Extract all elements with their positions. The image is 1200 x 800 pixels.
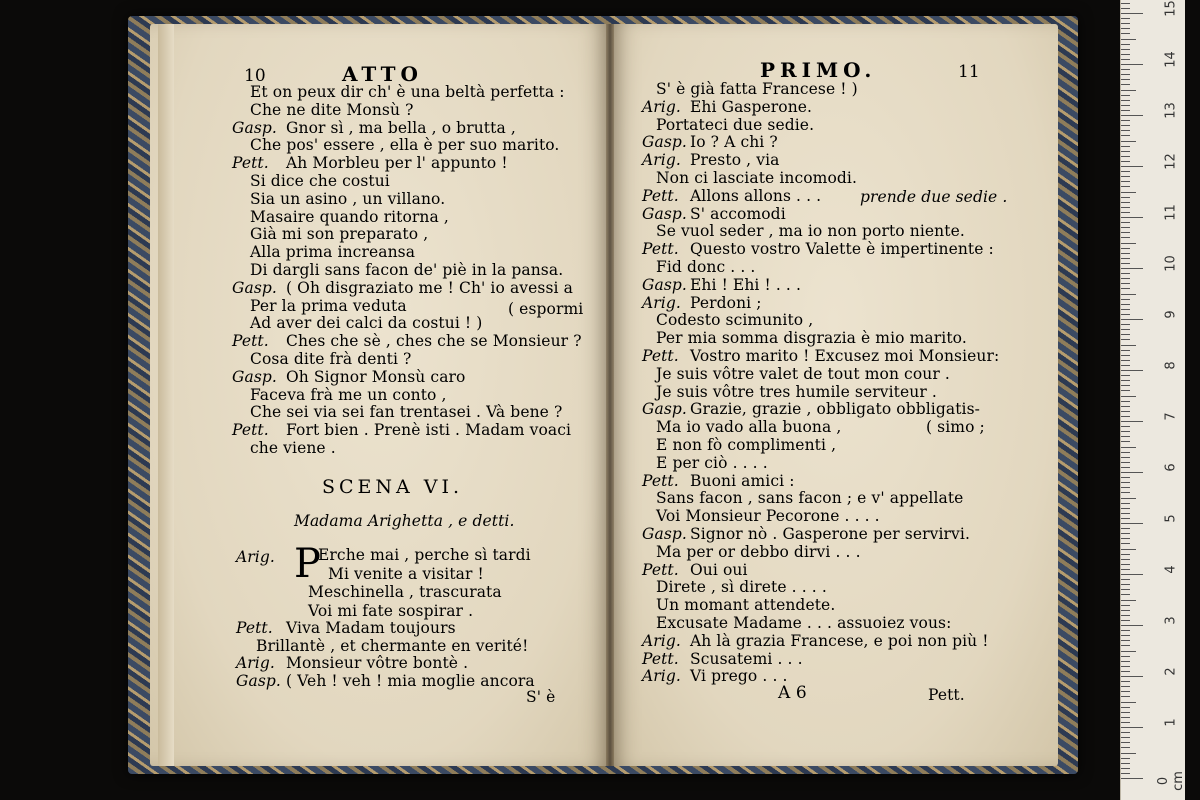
ruler-tick (1121, 197, 1130, 198)
stage-direction: prende due sedie . (860, 188, 1008, 206)
right-page-line: Vi prego . . . (690, 667, 788, 686)
right-page-line: Ehi ! Ehi ! . . . (690, 275, 802, 294)
verse-line: Mi venite a visitar ! (328, 564, 484, 583)
ruler-tick (1121, 151, 1130, 152)
right-page-line: Io ? A chi ? (690, 133, 778, 152)
ruler-tick (1121, 115, 1143, 116)
ruler-tick (1121, 630, 1130, 631)
left-page-end-speaker: Arig. (236, 654, 275, 672)
ruler-tick (1121, 538, 1130, 539)
ruler-label: 10 (1163, 255, 1179, 272)
right-page-speaker: Arig. (642, 151, 681, 170)
ruler-tick (1121, 283, 1130, 284)
catchword-right: Pett. (928, 686, 965, 704)
right-page-line: Presto , via (690, 151, 780, 170)
left-page-end-line: Viva Madam toujours (286, 619, 456, 637)
left-page-speaker: Gasp. (232, 118, 277, 137)
right-page-line: Sans facon , sans facon ; e v' appellate (656, 489, 964, 508)
ruler-label: 5 (1163, 514, 1179, 523)
right-page-line: Excusate Madame . . . assuoiez vous: (656, 614, 952, 632)
right-page-line: Questo vostro Valette è impertinente : (690, 240, 994, 259)
right-page-line: Buoni amici : (690, 471, 795, 490)
ruler-tick (1121, 232, 1130, 233)
ruler-tick (1121, 533, 1130, 534)
left-page-line: Sia un asino , un villano. (250, 189, 446, 208)
right-page-line: Ma io vado alla buona , (656, 418, 842, 437)
left-page-speaker: Pett. (232, 332, 269, 351)
left-page-line: Si dice che costui (250, 172, 390, 190)
ruler-tick (1121, 304, 1130, 305)
page-number-right: 11 (958, 62, 980, 82)
left-page-end-line: ( Veh ! veh ! mia moglie ancora (286, 671, 535, 690)
ruler-tick (1121, 411, 1130, 412)
ruler-label: 1 (1163, 718, 1179, 727)
ruler-tick (1121, 640, 1130, 641)
ruler-label: 0 cm (1156, 771, 1186, 791)
right-page-speaker: Gasp. (642, 525, 687, 543)
ruler-label: 2 (1163, 667, 1179, 676)
ruler-tick (1121, 90, 1136, 91)
drop-cap: P (294, 541, 321, 587)
ruler-label: 6 (1163, 463, 1179, 472)
ruler-tick (1121, 431, 1130, 432)
book-gutter (606, 24, 614, 766)
right-page-speaker: Pett. (642, 186, 679, 205)
right-page-line: E per ciò . . . . (656, 453, 768, 472)
ruler-tick (1121, 717, 1130, 718)
ruler-tick (1121, 691, 1130, 692)
ruler-tick (1121, 324, 1130, 325)
ruler-tick (1121, 192, 1136, 193)
ruler-tick (1121, 625, 1143, 626)
right-page-speaker: Gasp. (642, 400, 687, 419)
ruler-tick (1121, 49, 1130, 50)
ruler-tick (1121, 329, 1130, 330)
left-page-line: Ah Morbleu per l' appunto ! (286, 154, 508, 173)
ruler-label: 8 (1163, 361, 1179, 370)
verse-line: Voi mi fate sospirar . (308, 601, 474, 620)
running-head-right: PRIMO. (760, 58, 877, 82)
ruler-tick (1121, 79, 1130, 80)
left-page-line: Già mi son preparato , (250, 225, 429, 244)
ruler-tick (1121, 676, 1143, 677)
ruler-tick (1121, 554, 1130, 555)
right-page-speaker: Arig. (642, 667, 681, 686)
right-page-line: Allons allons . . . (690, 186, 822, 205)
right-page-line: Vostro marito ! Excusez moi Monsieur: (690, 347, 1000, 365)
verse-speaker: Arig. (236, 548, 275, 566)
right-page-line: Ehi Gasperone. (690, 97, 813, 116)
ruler-tick (1121, 176, 1130, 177)
left-page-line: Faceva frà me un conto , (250, 385, 447, 404)
ruler-tick (1121, 722, 1130, 723)
left-page-line: Cosa dite frà denti ? (250, 350, 412, 368)
ruler-tick (1121, 487, 1130, 488)
ruler-tick (1121, 278, 1130, 279)
ruler-tick (1121, 707, 1130, 708)
right-page-line: Perdoni ; (690, 293, 762, 312)
ruler-tick (1121, 523, 1143, 524)
ruler-tick (1121, 105, 1130, 106)
ruler-tick (1121, 166, 1143, 167)
right-page-speaker: Gasp. (642, 204, 687, 223)
right-page-speaker: Arig. (642, 631, 681, 650)
ruler-tick (1121, 492, 1130, 493)
ruler-tick (1121, 508, 1130, 509)
left-page-line: Di dargli sans facon de' piè in la pansa. (250, 261, 564, 279)
ruler-tick (1121, 28, 1130, 29)
right-page-line: Oui oui (690, 560, 748, 579)
ruler-tick (1121, 248, 1130, 249)
ruler-tick (1121, 696, 1130, 697)
ruler-tick (1121, 288, 1130, 289)
ruler-tick (1121, 712, 1130, 713)
right-page-line: Grazie, grazie , obbligato obbligatis- (690, 400, 981, 419)
ruler-tick (1121, 477, 1130, 478)
ruler-tick (1121, 370, 1143, 371)
ruler-tick (1121, 528, 1130, 529)
ruler-tick (1121, 645, 1130, 646)
left-page-line: Ad aver dei calci da costui ! ) (250, 314, 483, 333)
right-page-line: S' è già fatta Francese ! ) (656, 80, 858, 98)
ruler-tick (1121, 202, 1130, 203)
ruler-tick (1121, 773, 1130, 774)
ruler-tick (1121, 33, 1130, 34)
right-page-line: Codesto scimunito , (656, 311, 814, 330)
ruler-tick (1121, 314, 1130, 315)
left-page-line: Gnor sì , ma bella , o brutta , (286, 118, 516, 137)
left-page-line: che viene . (250, 439, 336, 457)
ruler-tick (1121, 396, 1136, 397)
right-page-line: E non fò complimenti , (656, 436, 837, 454)
ruler-tick (1121, 737, 1130, 738)
ruler-tick (1121, 702, 1136, 703)
ruler-tick (1121, 406, 1130, 407)
right-page-speaker: Pett. (642, 347, 679, 365)
ruler-tick (1121, 513, 1130, 514)
ruler-tick (1121, 186, 1130, 187)
ruler-tick (1121, 661, 1130, 662)
ruler-tick (1121, 390, 1130, 391)
ruler-label: 7 (1163, 412, 1179, 421)
ruler-tick (1121, 59, 1130, 60)
right-page-line: Je suis vôtre tres humile serviteur . (656, 382, 937, 401)
ruler-tick (1121, 141, 1136, 142)
ruler-tick (1121, 543, 1130, 544)
ruler-tick (1121, 421, 1143, 422)
ruler-tick (1121, 95, 1130, 96)
ruler-tick (1121, 273, 1130, 274)
ruler-tick (1121, 549, 1136, 550)
left-page-end-line: Brillantè , et chermante en verité! (256, 636, 529, 655)
ruler-tick (1121, 39, 1136, 40)
ruler-tick (1121, 69, 1130, 70)
right-page-line: Je suis vôtre valet de tout mon cour . (656, 364, 950, 383)
ruler-tick (1121, 742, 1130, 743)
aside-right: ( simo ; (926, 418, 985, 436)
ruler-tick (1121, 778, 1143, 779)
ruler-tick (1121, 227, 1130, 228)
right-page-speaker: Arig. (642, 293, 681, 312)
right-page-line: Se vuol seder , ma io non porto niente. (656, 222, 965, 241)
ruler-tick (1121, 727, 1143, 728)
ruler-tick (1121, 671, 1130, 672)
ruler-tick (1121, 610, 1130, 611)
ruler-tick (1121, 268, 1143, 269)
ruler-tick (1121, 600, 1136, 601)
ruler-tick (1121, 666, 1130, 667)
ruler-tick (1121, 309, 1130, 310)
ruler-tick (1121, 360, 1130, 361)
ruler-tick (1121, 222, 1130, 223)
right-page-line: Per mia somma disgrazia è mio marito. (656, 329, 967, 348)
left-page-speaker: Gasp. (232, 367, 277, 386)
ruler-tick (1121, 44, 1130, 45)
right-page-speaker: Pett. (642, 240, 679, 259)
left-page-speaker: Gasp. (232, 278, 277, 297)
right-page-speaker: Arig. (642, 97, 681, 116)
ruler-tick (1121, 350, 1130, 351)
left-page-line: Fort bien . Prenè isti . Madam voaci (286, 421, 572, 440)
ruler-tick (1121, 146, 1130, 147)
left-page-line: Alla prima increansa (250, 243, 416, 262)
ruler-tick (1121, 472, 1143, 473)
ruler-label: 12 (1163, 153, 1179, 170)
ruler-label: 3 (1163, 616, 1179, 625)
ruler-tick (1121, 732, 1130, 733)
ruler-tick (1121, 401, 1130, 402)
measuring-ruler (1120, 0, 1185, 800)
right-page-line: Un momant attendete. (656, 596, 836, 615)
ruler-tick (1121, 8, 1130, 9)
ruler-tick (1121, 416, 1130, 417)
ruler-tick (1121, 656, 1130, 657)
ruler-tick (1121, 365, 1130, 366)
ruler-tick (1121, 258, 1130, 259)
ruler-tick (1121, 74, 1130, 75)
left-page-end-speaker: Gasp. (236, 671, 281, 690)
ruler-tick (1121, 161, 1130, 162)
ruler-tick (1121, 355, 1130, 356)
ruler-label: 11 (1163, 204, 1179, 221)
scene-title: SCENA VI. (322, 476, 464, 498)
ruler-label: 14 (1163, 51, 1179, 68)
ruler-tick (1121, 426, 1130, 427)
left-page-line: Ches che sè , ches che se Monsieur ? (286, 332, 582, 351)
signature-mark: A 6 (778, 683, 807, 703)
right-page-speaker: Gasp. (642, 275, 687, 294)
right-page-line: Ah là grazia Francese, e poi non più ! (690, 631, 989, 650)
ruler-tick (1121, 23, 1130, 24)
ruler-tick (1121, 753, 1136, 754)
ruler-tick (1121, 564, 1130, 565)
left-page-line: Che ne dite Monsù ? (250, 100, 414, 119)
scene-persons: Madama Arighetta , e detti. (294, 512, 515, 530)
ruler-tick (1121, 130, 1130, 131)
verse-line: Meschinella , trascurata (308, 583, 502, 601)
ruler-tick (1121, 380, 1130, 381)
ruler-tick (1121, 84, 1130, 85)
ruler-tick (1121, 747, 1130, 748)
ruler-tick (1121, 768, 1130, 769)
right-page-line: Portateci due sedie. (656, 115, 815, 134)
ruler-tick (1121, 594, 1130, 595)
ruler-tick (1121, 569, 1130, 570)
ruler-tick (1121, 339, 1130, 340)
right-page-speaker: Pett. (642, 471, 679, 490)
right-page-line: Signor nò . Gasperone per servirvi. (690, 525, 970, 543)
ruler-label: 9 (1163, 310, 1179, 319)
right-page-line: Ma per or debbo dirvi . . . (656, 542, 861, 561)
ruler-tick (1121, 589, 1130, 590)
left-page-speaker: Pett. (232, 154, 269, 173)
ruler-tick (1121, 334, 1130, 335)
ruler-tick (1121, 436, 1130, 437)
ruler-tick (1121, 3, 1130, 4)
ruler-tick (1121, 635, 1130, 636)
ruler-tick (1121, 686, 1130, 687)
ruler-tick (1121, 462, 1130, 463)
ruler-tick (1121, 135, 1130, 136)
ruler-tick (1121, 120, 1130, 121)
ruler-tick (1121, 171, 1130, 172)
ruler-tick (1121, 18, 1130, 19)
ruler-tick (1121, 54, 1130, 55)
ruler-tick (1121, 110, 1130, 111)
ruler-tick (1121, 181, 1130, 182)
ruler-tick (1121, 299, 1130, 300)
ruler-tick (1121, 212, 1130, 213)
ruler-tick (1121, 620, 1130, 621)
left-page-line: Et on peux dir ch' è una beltà perfetta : (250, 83, 565, 101)
left-page-line: Masaire quando ritorna , (250, 207, 449, 226)
verse-line: Erche mai , perche sì tardi (318, 546, 531, 564)
ruler-tick (1121, 156, 1130, 157)
right-page-speaker: Pett. (642, 560, 679, 579)
left-page-line: Oh Signor Monsù caro (286, 367, 466, 386)
left-page-line: Per la prima veduta (250, 296, 407, 315)
right-page-line: Direte , sì direte . . . . (656, 578, 827, 597)
ruler-tick (1121, 681, 1130, 682)
ruler-tick (1121, 64, 1143, 65)
right-page-line: S' accomodi (690, 204, 786, 223)
left-page-end-speaker: Pett. (236, 619, 273, 637)
ruler-tick (1121, 375, 1130, 376)
ruler-tick (1121, 253, 1130, 254)
left-page-speaker: Pett. (232, 421, 269, 440)
ruler-tick (1121, 615, 1130, 616)
ruler-label: 13 (1163, 102, 1179, 119)
ruler-tick (1121, 237, 1130, 238)
ruler-tick (1121, 452, 1130, 453)
right-page-line: Scusatemi . . . (690, 649, 803, 668)
aside-left: ( espormi (508, 300, 584, 318)
ruler-tick (1121, 651, 1136, 652)
ruler-tick (1121, 217, 1143, 218)
ruler-tick (1121, 385, 1130, 386)
ruler-tick (1121, 763, 1130, 764)
ruler-tick (1121, 457, 1130, 458)
ruler-tick (1121, 207, 1130, 208)
ruler-tick (1121, 605, 1130, 606)
running-head-left: ATTO (342, 62, 423, 86)
ruler-tick (1121, 345, 1136, 346)
ruler-tick (1121, 441, 1130, 442)
ruler-tick (1121, 294, 1136, 295)
ruler-tick (1121, 100, 1130, 101)
right-page-line: Fid donc . . . (656, 258, 756, 276)
ruler-tick (1121, 584, 1130, 585)
ruler-tick (1121, 263, 1130, 264)
ruler-tick (1121, 13, 1143, 14)
ruler-tick (1121, 574, 1143, 575)
left-page-line: Che sei via sei fan trentasei . Và bene ? (250, 403, 563, 422)
ruler-label: 4 (1163, 565, 1179, 574)
ruler-tick (1121, 498, 1136, 499)
ruler-tick (1121, 125, 1130, 126)
right-page-speaker: Gasp. (642, 133, 687, 152)
ruler-tick (1121, 579, 1130, 580)
ruler-tick (1121, 503, 1130, 504)
ruler-tick (1121, 559, 1130, 560)
ruler-tick (1121, 243, 1136, 244)
left-page-line: Che pos' essere , ella è per suo marito. (250, 136, 560, 155)
ruler-tick (1121, 467, 1130, 468)
ruler-tick (1121, 518, 1130, 519)
ruler-tick (1121, 482, 1130, 483)
right-page-speaker: Pett. (642, 649, 679, 668)
ruler-tick (1121, 319, 1143, 320)
ruler-tick (1121, 758, 1130, 759)
ruler-tick (1121, 447, 1136, 448)
left-page-line: ( Oh disgraziato me ! Ch' io avessi a (286, 278, 573, 297)
right-page-line: Voi Monsieur Pecorone . . . . (656, 507, 880, 526)
left-page-end-line: Monsieur vôtre bontè . (286, 654, 469, 672)
page-number-left: 10 (244, 66, 266, 86)
ruler-label: 15 (1163, 0, 1179, 17)
right-page-line: Non ci lasciate incomodi. (656, 169, 858, 187)
catchword-left: S' è (526, 688, 556, 706)
